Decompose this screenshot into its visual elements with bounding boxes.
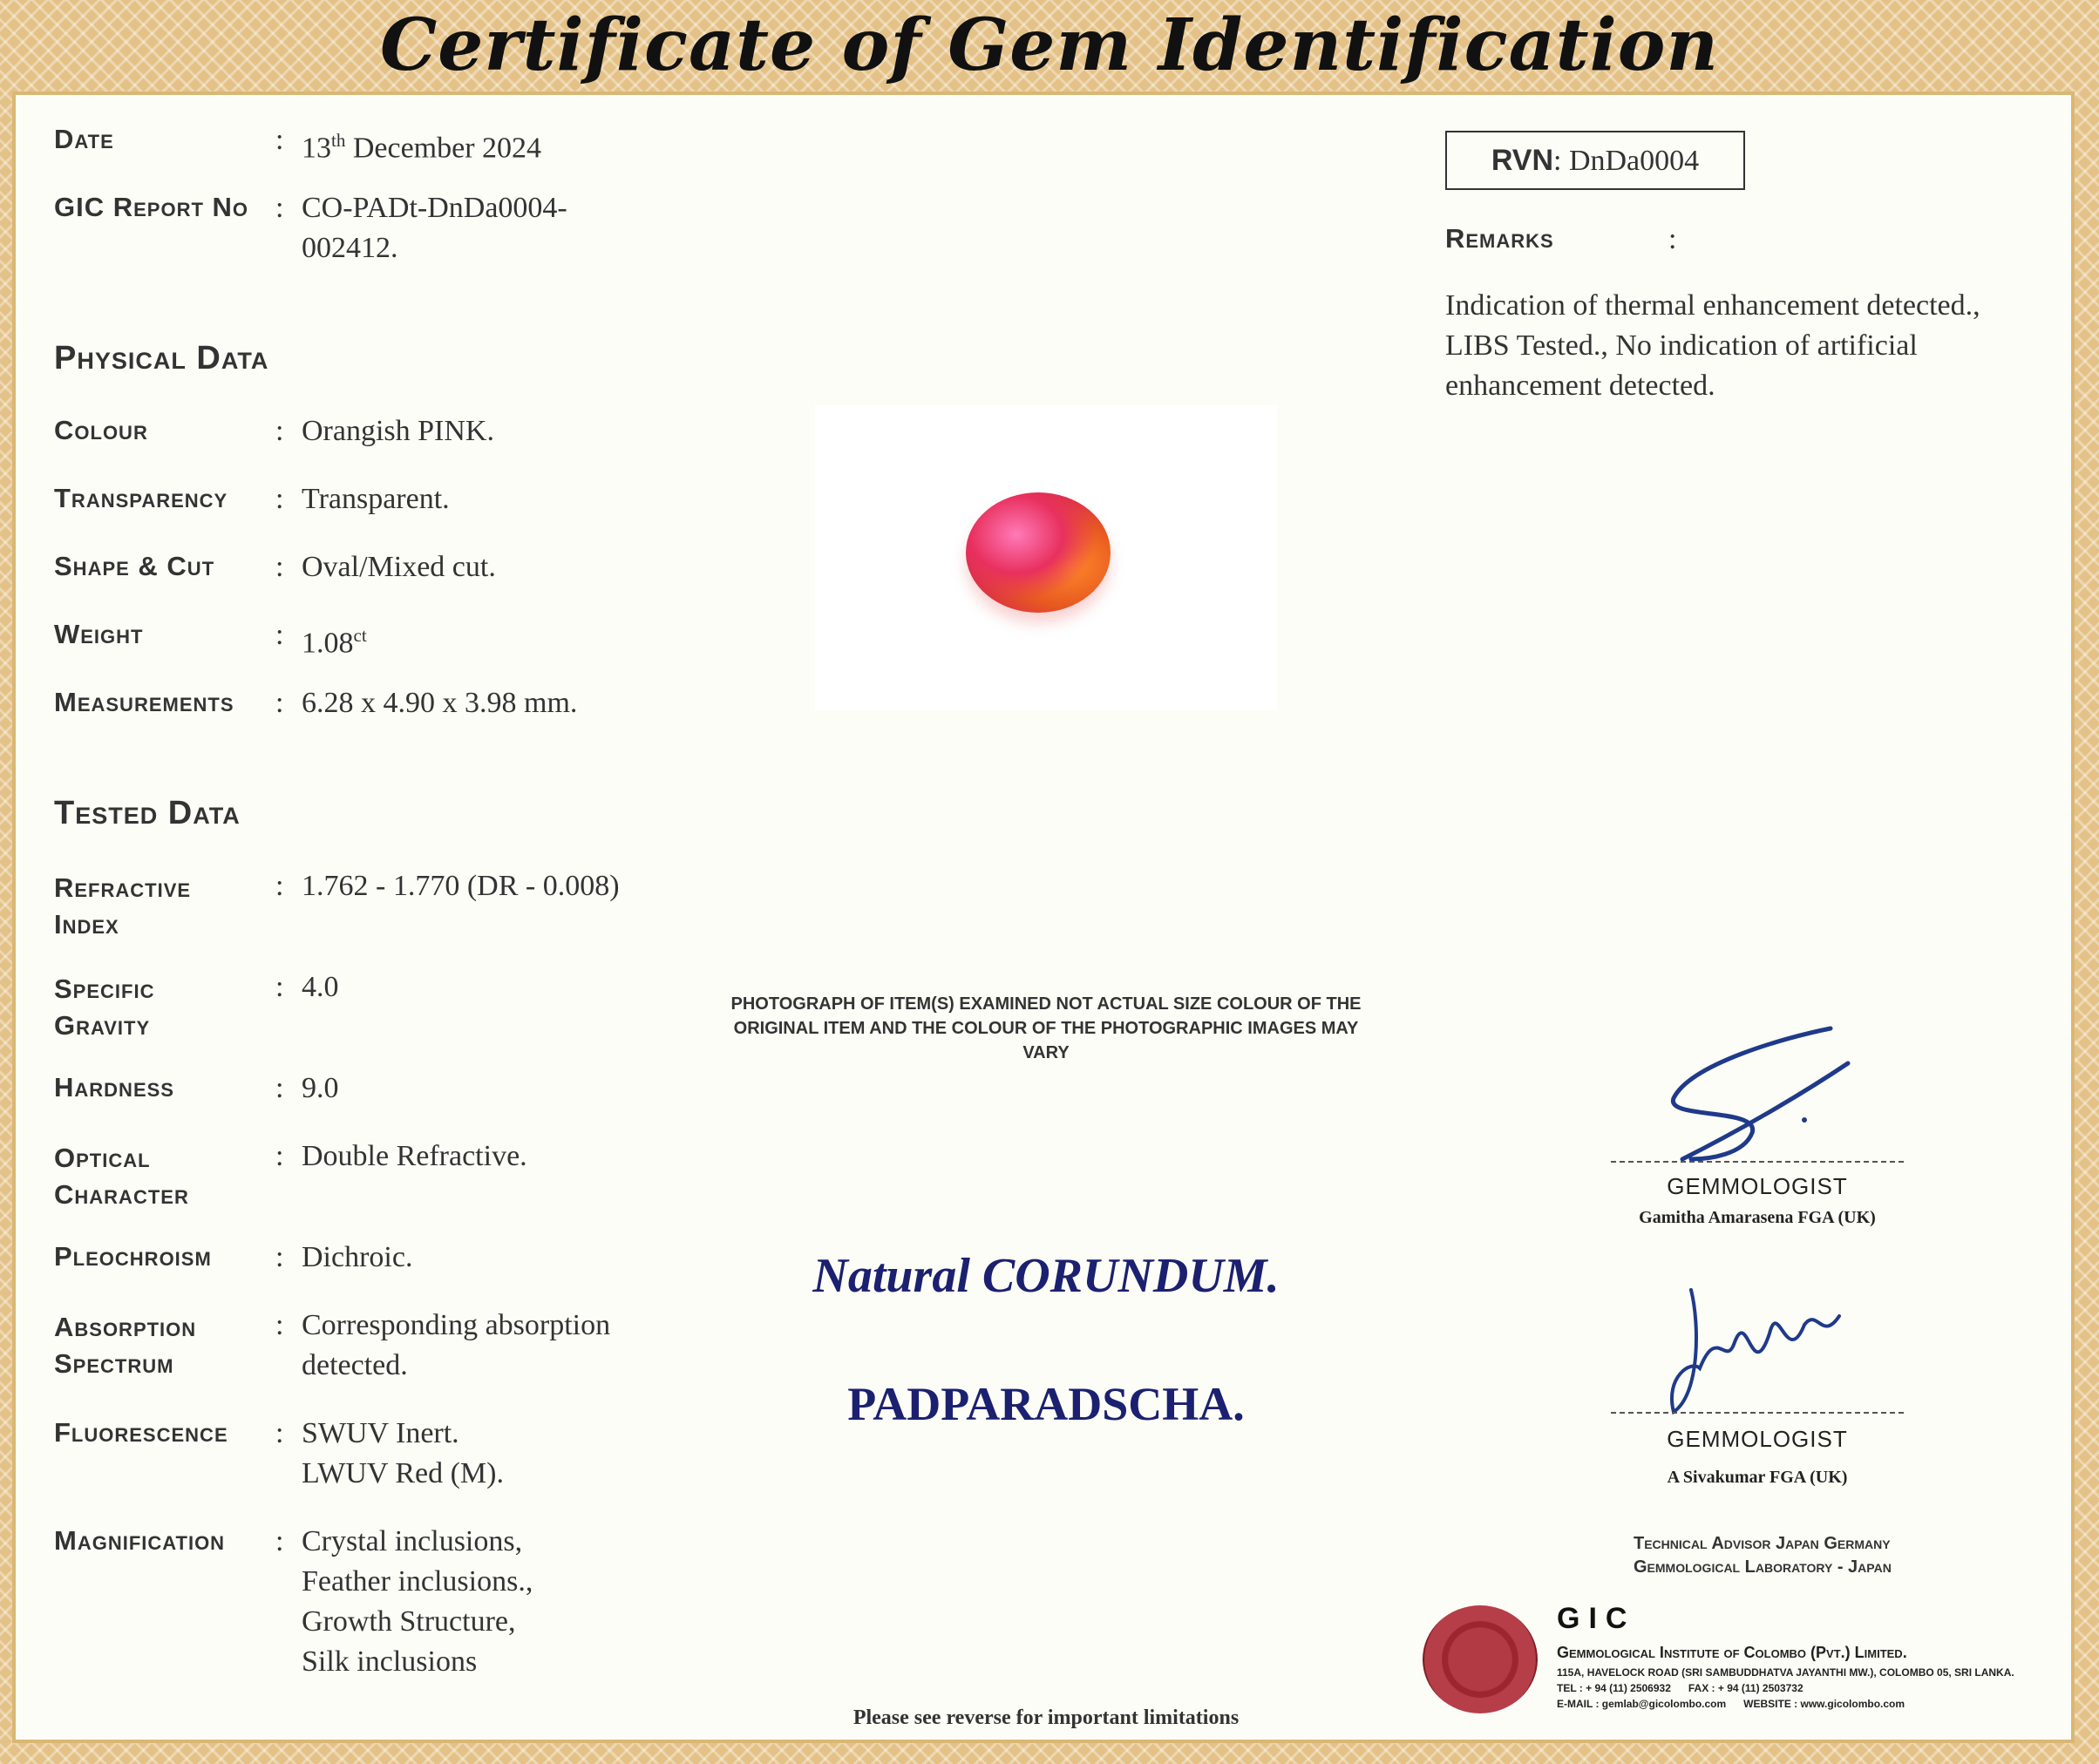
colour-label: Colour [54, 415, 148, 445]
report-label: GIC Report No [54, 192, 249, 222]
signatory-2-name: A Sivakumar FGA (UK) [1667, 1468, 1848, 1487]
signatory-1-role: GEMMOLOGIST [1667, 1173, 1848, 1199]
signature-2 [1665, 1272, 1848, 1421]
specific-gravity-label: Specific Gravity [54, 974, 155, 1041]
technical-advisor-note: Technical Advisor Japan Germany Gemmological Laboratory - Japan [1634, 1534, 1892, 1577]
institute-logo-text: GIC [1557, 1602, 1636, 1635]
colon: : [1668, 223, 1677, 255]
rvn-box: RVN: DnDa0004 [1445, 131, 1745, 190]
institute-name: Gemmological Institute of Colombo (Pvt.) Limited. [1557, 1644, 1907, 1661]
weight-value: $1.08^{ct}$ [302, 625, 367, 660]
colon: : [275, 1241, 284, 1273]
fluorescence-label: Fluorescence [54, 1417, 228, 1448]
pleochroism-label: Pleochroism [54, 1241, 212, 1272]
photo-caption: PHOTOGRAPH OF ITEM(S) EXAMINED NOT ACTUAL SIZE COLOUR OF THE ORIGINAL ITEM AND THE COLOUR OF THE PHOTOGRAPHIC IMAGES MAY VARY [730, 994, 1362, 1062]
certificate-title: Certificate of Gem Identification [379, 3, 1720, 87]
remarks-text: Indication of thermal enhancement detected., LIBS Tested., No indication of artificial enhancement detected. [1445, 289, 1980, 402]
colon: : [275, 619, 284, 651]
footer-note: Please see reverse for important limitations [853, 1706, 1240, 1729]
institute-address: 115A, HAVELOCK ROAD (SRI SAMBUDDHATVA JAYANTHI MW.), COLOMBO 05, SRI LANKA. [1557, 1666, 2014, 1679]
shape-label: Shape & Cut [54, 551, 215, 581]
institute-phone: TEL : + 94 (11) 2506932 FAX : + 94 (11) 2503732 [1557, 1682, 1804, 1694]
colon: : [275, 1417, 284, 1449]
signature-line-2 [1611, 1412, 1904, 1414]
magnification-value: Crystal inclusions, Feather inclusions., Growth Structure, Silk inclusions [302, 1525, 533, 1678]
date-colon: : [275, 124, 284, 156]
date-label: Date [54, 124, 114, 154]
colon: : [275, 1072, 284, 1104]
optical-character-value: Double Refractive. [302, 1140, 527, 1172]
hardness-value: 9.0 [302, 1072, 339, 1104]
specific-gravity-value: 4.0 [302, 971, 339, 1003]
colon: : [275, 870, 284, 902]
report-colon: : [275, 192, 284, 224]
report-value: CO-PADt-DnDa0004- 002412. [302, 192, 567, 264]
colon: : [275, 1309, 284, 1341]
variety-result: PADPARADSCHA. [847, 1378, 1245, 1430]
gem-image [966, 492, 1111, 613]
institute-contact: E-MAIL : gemlab@gicolombo.com WEBSITE : www.gicolombo.com [1557, 1698, 1905, 1710]
remarks-label: Remarks [1445, 223, 1554, 254]
colon: : [275, 687, 284, 719]
signature-1 [1656, 1011, 1865, 1168]
colon: : [275, 551, 284, 583]
fluorescence-value: SWUV Inert. LWUV Red (M). [302, 1417, 504, 1489]
date-value: 13th December 2024 [302, 130, 542, 165]
signature-line-1 [1611, 1161, 1904, 1163]
signatory-1-name: Gamitha Amarasena FGA (UK) [1639, 1208, 1876, 1227]
colon: : [275, 1140, 284, 1172]
colon: : [275, 483, 284, 515]
transparency-value: Transparent. [302, 483, 450, 515]
optical-character-label: Optical Character [54, 1143, 189, 1210]
species-result: Natural CORUNDUM. [812, 1249, 1280, 1303]
measurements-value: 6.28 x 4.90 x 3.98 mm. [302, 687, 578, 719]
absorption-spectrum-value: Corresponding absorption detected. [302, 1309, 611, 1381]
transparency-label: Transparency [54, 483, 228, 513]
absorption-spectrum-label: Absorption Spectrum [54, 1312, 197, 1379]
shape-value: Oval/Mixed cut. [302, 551, 496, 583]
colon: : [275, 415, 284, 447]
hardness-label: Hardness [54, 1072, 174, 1102]
wax-seal-icon [1423, 1605, 1538, 1713]
refractive-index-label: Refractive Index [54, 872, 192, 940]
weight-label: Weight [54, 619, 144, 649]
colon: : [275, 1525, 284, 1557]
signatory-2-role: GEMMOLOGIST [1667, 1426, 1848, 1452]
colour-value: Orangish PINK. [302, 415, 494, 447]
physical-data-heading: Physical Data [54, 340, 269, 377]
measurements-label: Measurements [54, 687, 234, 717]
tested-data-heading: Tested Data [54, 795, 241, 831]
magnification-label: Magnification [54, 1525, 226, 1556]
pleochroism-value: Dichroic. [302, 1241, 413, 1273]
colon: : [275, 971, 284, 1003]
refractive-index-value: 1.762 - 1.770 (DR - 0.008) [302, 870, 620, 902]
